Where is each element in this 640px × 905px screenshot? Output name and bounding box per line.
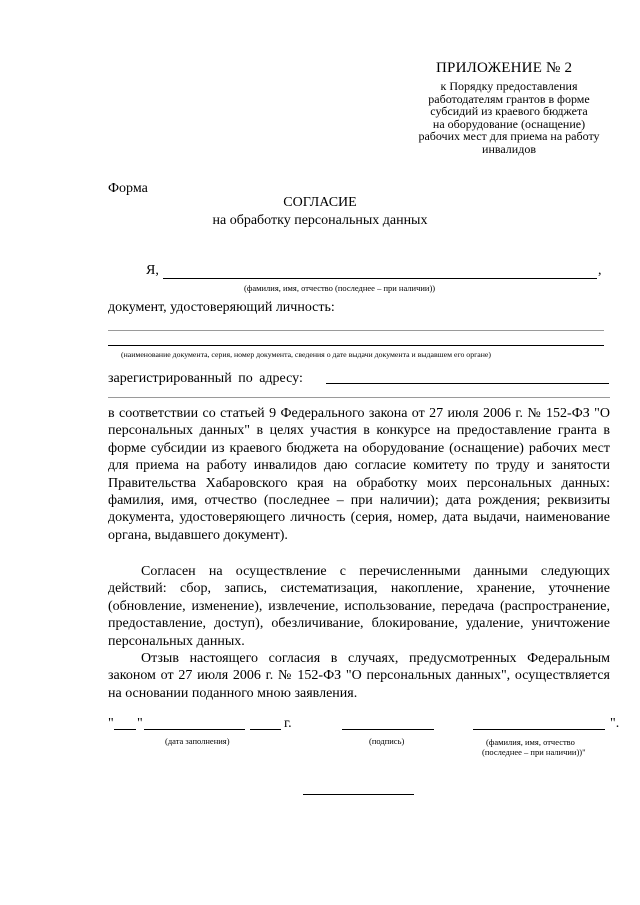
date-quote-open: " bbox=[108, 716, 114, 731]
consent-paragraph-2: Согласен на осуществление с перечисленными данными следующих действий: сбор, запись, систематизация, накопление, хранение, уточнение (обновление, изменение), извлечение, использование, передача (распространение, предоставление, доступ), обезличивание, блокирование, удаление, уничтожение персональных данных. bbox=[108, 564, 610, 649]
identity-document-field-line-2[interactable] bbox=[108, 345, 604, 346]
identity-document-label: документ, удостоверяющий личность: bbox=[108, 300, 335, 315]
i-prefix: Я, bbox=[146, 263, 159, 278]
signer-name-field[interactable] bbox=[473, 729, 605, 730]
address-label: зарегистрированный по адресу: bbox=[108, 371, 303, 386]
signature-caption: (подпись) bbox=[369, 736, 405, 746]
signer-end-quote: ". bbox=[610, 716, 620, 731]
month-field[interactable] bbox=[144, 729, 245, 730]
address-field-line-1[interactable] bbox=[326, 383, 609, 384]
i-suffix: , bbox=[598, 263, 602, 278]
date-quote-close: " bbox=[137, 716, 143, 731]
appendix-description bbox=[400, 80, 618, 155]
appendix-line: субсидий из краевого бюджета bbox=[430, 104, 588, 118]
form-label: Форма bbox=[108, 181, 148, 196]
signer-name-caption-1: (фамилия, имя, отчество bbox=[486, 737, 575, 747]
document-subtitle: на обработку персональных данных bbox=[212, 213, 428, 228]
signer-name-caption-2: (последнее – при наличии))" bbox=[482, 747, 586, 757]
date-caption: (дата заполнения) bbox=[165, 736, 230, 746]
full-name-caption: (фамилия, имя, отчество (последнее – при наличии)) bbox=[244, 283, 436, 293]
appendix-line: к Порядку предоставления bbox=[440, 79, 578, 93]
year-field[interactable] bbox=[250, 729, 281, 730]
year-suffix: г. bbox=[284, 716, 292, 731]
consent-paragraph-1: в соответствии со статьей 9 Федерального закона от 27 июля 2006 г. № 152-ФЗ "О персональных данных" в целях участия в конкурсе на предоставление гранта в форме субсидии из краевого бюджета на оборудование (оснащение) рабочих мест для приема на работу инвалидов даю согласие комитету по труду и занятости Правительства Хабаровского края на обработку моих персональных данных: фамилия, имя, отчество (последнее – при наличии); дата рождения; реквизиты документа, удостоверяющего личность (серия, номер, дата выдачи, наименование органа, выдавшего документ). bbox=[108, 406, 610, 543]
address-field-line-2[interactable] bbox=[108, 397, 610, 398]
appendix-line: рабочих мест для приема на работу bbox=[418, 129, 600, 143]
identity-document-caption: (наименование документа, серия, номер документа, сведения о дате выдачи документа и выдавшем его органе) bbox=[121, 350, 491, 359]
appendix-title: ПРИЛОЖЕНИЕ № 2 bbox=[436, 60, 573, 76]
full-name-field[interactable] bbox=[163, 278, 597, 279]
document-title: СОГЛАСИЕ bbox=[283, 195, 357, 210]
consent-paragraph-3: Отзыв настоящего согласия в случаях, предусмотренных Федеральным законом от 27 июля 2006 г. № 152-ФЗ "О персональных данных", осуществляется на основании поданного мною заявления. bbox=[108, 651, 610, 701]
bottom-divider bbox=[303, 794, 414, 795]
appendix-line: на оборудование (оснащение) bbox=[432, 116, 586, 131]
appendix-line: инвалидов bbox=[482, 141, 536, 156]
signature-field[interactable] bbox=[342, 729, 434, 730]
appendix-line: работодателям грантов в форме bbox=[428, 91, 590, 106]
identity-document-field-line-1[interactable] bbox=[108, 330, 604, 331]
day-field[interactable] bbox=[114, 729, 136, 730]
